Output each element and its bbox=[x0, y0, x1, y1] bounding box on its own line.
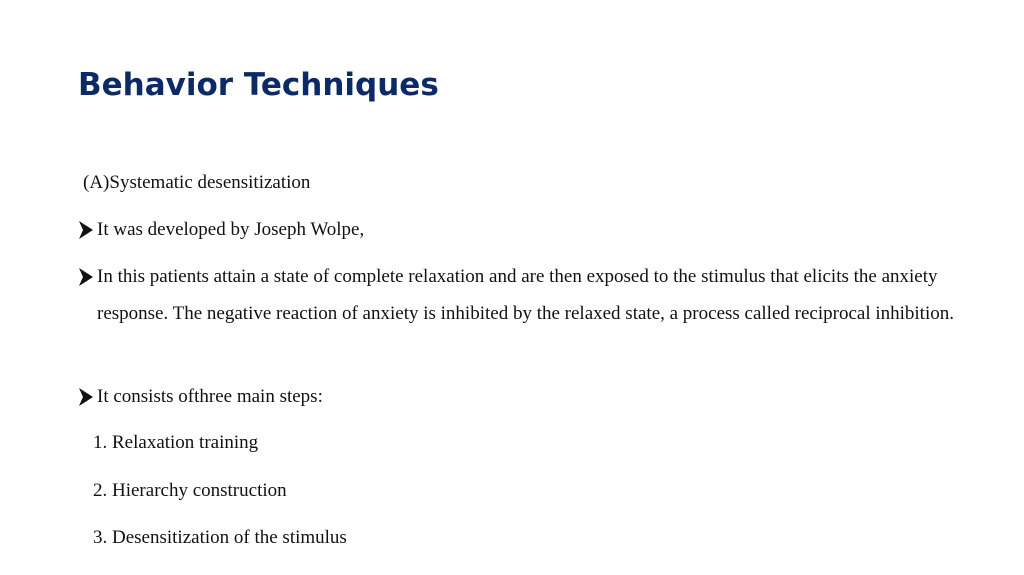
bullet-text: In this patients attain a state of complete relaxation and are then exposed to the stimulus that elicits the anxiety response. The negative reaction of anxiety is inhibited by the relaxed state, a process called reciprocal inhibition. bbox=[97, 266, 954, 324]
step-item-hierarchy-construction: 2. Hierarchy construction bbox=[93, 480, 287, 501]
arrowhead-bullet-icon bbox=[78, 385, 94, 409]
bullet-item bbox=[78, 258, 958, 332]
section-subheading: (A)Systematic desensitization bbox=[83, 172, 311, 193]
step-item-desensitization: 3. Desensitization of the stimulus bbox=[93, 527, 347, 548]
arrowhead-bullet-icon bbox=[78, 265, 94, 289]
slide-title: Behavior Techniques bbox=[78, 67, 439, 103]
step-item-relaxation-training: 1. Relaxation training bbox=[93, 432, 259, 453]
bullet-item bbox=[78, 378, 958, 415]
bullet-text: It consists ofthree main steps: bbox=[97, 386, 323, 407]
arrowhead-bullet-icon bbox=[78, 218, 94, 242]
bullet-item bbox=[78, 211, 958, 248]
bullet-text: It was developed by Joseph Wolpe, bbox=[97, 219, 365, 240]
